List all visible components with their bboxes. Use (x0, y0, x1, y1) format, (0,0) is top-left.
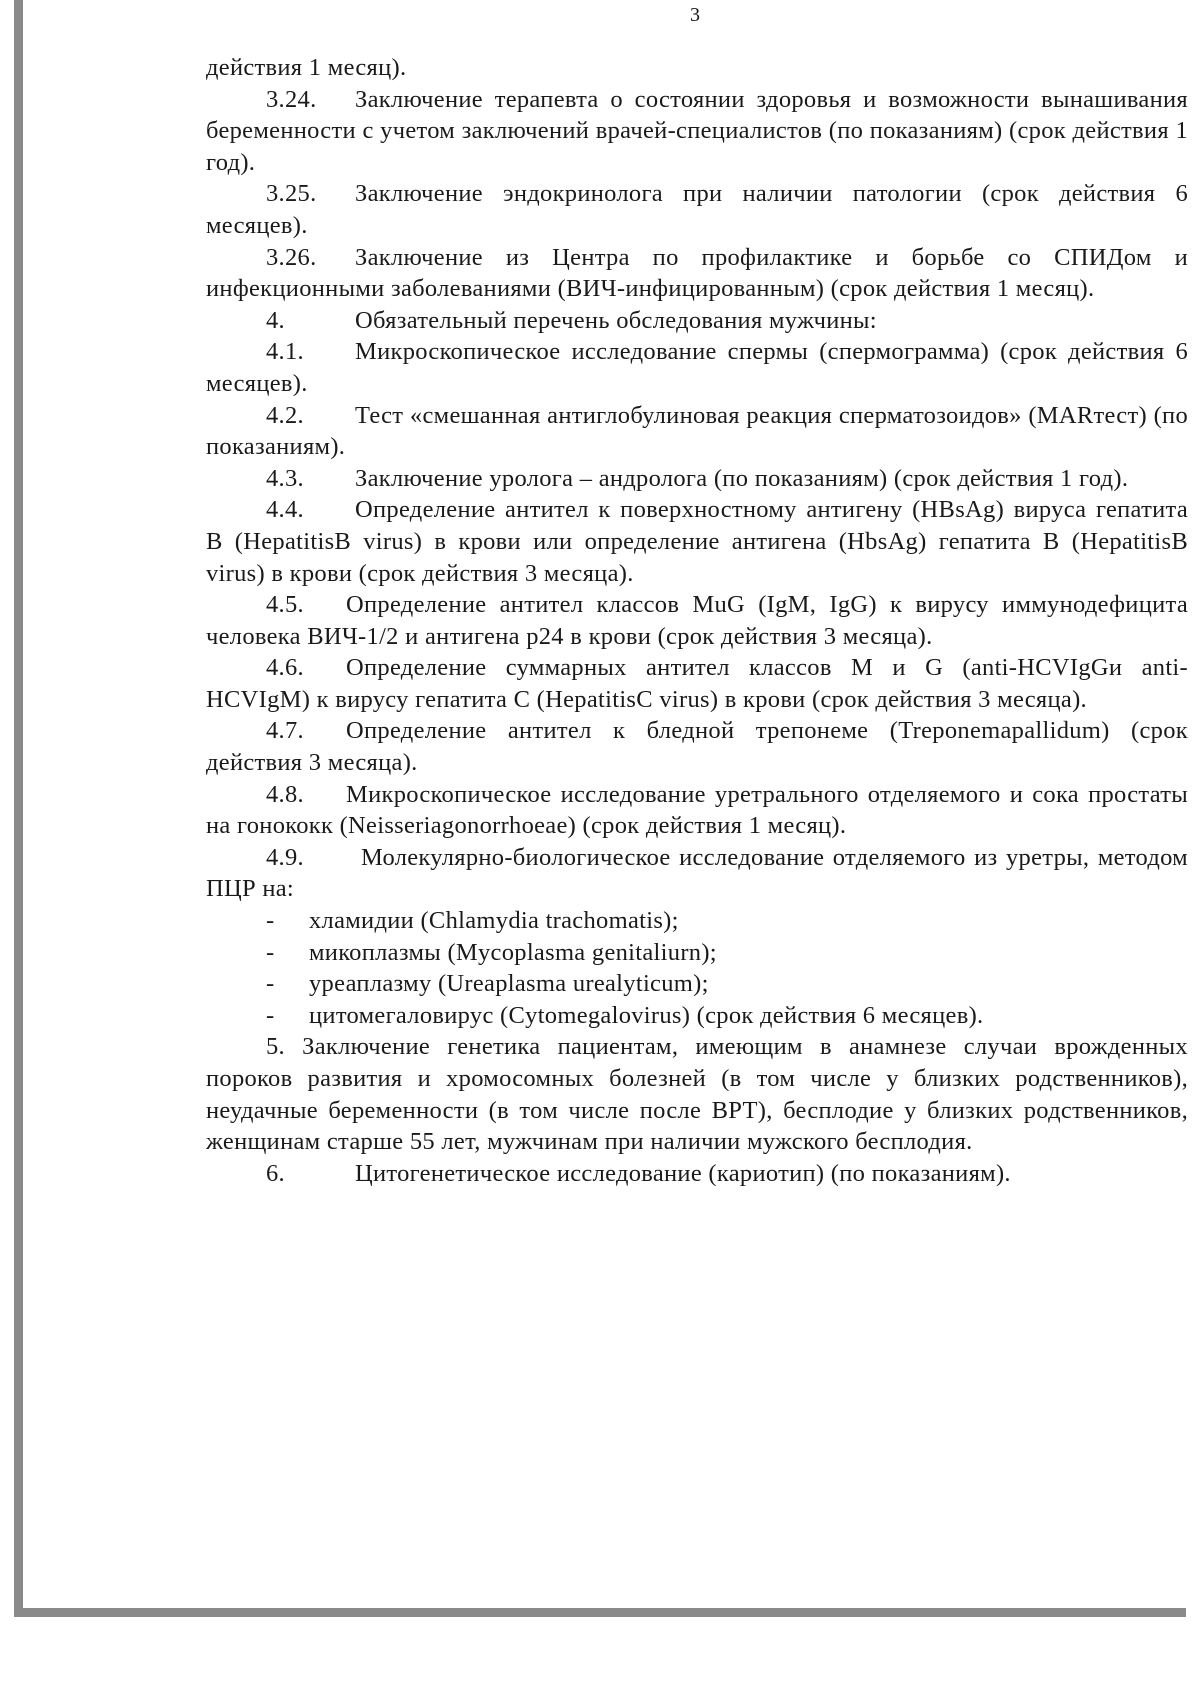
paragraph-text: Определение антител классов MuG (IgM, IgG) к вирусу иммунодефицита человека ВИЧ-1/2 и антигена p24 в крови (срок действия 3 месяца). (206, 591, 1188, 650)
paragraph-4 (206, 305, 1188, 337)
paragraph-4-1 (206, 336, 1188, 399)
paragraph-text: Микроскопическое исследование уретрального отделяемого и сока простаты на гонококк (Neisseriagonorrhoeae) (срок действия 1 месяц). (206, 780, 1188, 840)
item-number: 4. (266, 306, 285, 334)
paragraph-3-24 (206, 84, 1188, 179)
pcr-list-item (206, 968, 1188, 1000)
item-number: 4.7. (266, 717, 304, 745)
list-dash: - (266, 907, 275, 935)
paragraph-4-9 (206, 842, 1188, 905)
paragraph-4-3 (206, 463, 1188, 495)
document-body (206, 52, 1188, 1189)
list-item-text: хламидии (Chlamydia trachomatis); (309, 907, 679, 935)
item-number: 4.8. (266, 780, 304, 808)
paragraph-4-2 (206, 400, 1188, 463)
paragraph-text: Микроскопическое исследование спермы (спермограмма) (срок действия 6 месяцев). (206, 338, 1188, 397)
paragraph-text: Заключение уролога – андролога (по показаниям) (срок действия 1 год). (355, 464, 1129, 492)
paragraph-5 (206, 1031, 1188, 1157)
paragraph-continuation (206, 52, 1188, 84)
list-dash: - (266, 1001, 275, 1029)
paragraph-text: Молекулярно-биологическое исследование отделяемого из уретры, методом ПЦР на: (206, 843, 1188, 903)
item-number: 4.6. (266, 654, 304, 682)
paragraph-4-4 (206, 494, 1188, 589)
paragraph-text: Определение антител к поверхностному антигену (HBsAg) вируса гепатита B (HepatitisB virus) в крови или определение антигена (HbsAg) гепатита B (HepatitisB virus) в крови (срок действия 3 месяца). (206, 496, 1188, 587)
paragraph-4-8 (206, 779, 1188, 842)
paragraph-text: действия 1 месяц). (206, 54, 407, 81)
item-number: 3.26. (266, 243, 317, 271)
paragraph-3-25 (206, 178, 1188, 241)
paragraph-6 (206, 1158, 1188, 1190)
item-number: 3.25. (266, 180, 317, 208)
scan-bottom-border (14, 1608, 1186, 1617)
list-dash: - (266, 970, 275, 998)
paragraph-text: Обязательный перечень обследования мужчины: (355, 306, 877, 334)
paragraph-3-26 (206, 242, 1188, 305)
paragraph-4-5 (206, 589, 1188, 652)
item-number: 3.24. (266, 85, 317, 113)
list-dash: - (266, 938, 275, 966)
pcr-list-item (206, 1000, 1188, 1032)
item-number: 4.9. (266, 843, 304, 871)
paragraph-4-7 (206, 715, 1188, 778)
paragraph-text: Заключение генетика пациентам, имеющим в анамнезе случаи врожденных пороков развития и хромосомных болезней (в том числе у близких родственников), неудачные беременности (в том числе после ВРТ), бесплодие у близких родственников, женщинам старше 55 лет, мужчинам при наличии мужского бесплодия. (206, 1033, 1188, 1156)
paragraph-text: Определение антител к бледной трепонеме (Treponemapallidum) (срок действия 3 месяца). (206, 717, 1188, 777)
page-number: 3 (690, 4, 700, 26)
item-number: 6. (266, 1159, 285, 1187)
paragraph-4-6 (206, 652, 1188, 715)
item-number: 4.5. (266, 591, 304, 619)
item-number: 4.4. (266, 496, 304, 524)
paragraph-text: Цитогенетическое исследование (кариотип) (по показаниям). (355, 1159, 1011, 1187)
paragraph-text: Определение суммарных антител классов M и G (anti-HCVIgGи anti-HCVIgM) к вирусу гепатита C (HepatitisC virus) в крови (срок действия 3 месяца). (206, 654, 1188, 713)
item-number: 4.2. (266, 401, 304, 429)
pcr-list-item (206, 905, 1188, 937)
paragraph-text: Заключение эндокринолога при наличии патологии (срок действия 6 месяцев). (206, 180, 1188, 239)
list-item-text: цитомегаловирус (Cytomegalovirus) (срок действия 6 месяцев). (309, 1001, 984, 1029)
pcr-list-item (206, 937, 1188, 969)
paragraph-text: Заключение терапевта о состоянии здоровья и возможности вынашивания беременности с учетом заключений врачей-специалистов (по показаниям) (срок действия 1 год). (206, 85, 1188, 176)
item-number: 5. (266, 1033, 285, 1061)
list-item-text: микоплазмы (Mycoplasma genitaliurn); (309, 938, 717, 966)
paragraph-text: Тест «смешанная антиглобулиновая реакция сперматозоидов» (MARтест) (по показаниям). (206, 401, 1188, 461)
paragraph-text: Заключение из Центра по профилактике и борьбе со СПИДом и инфекционными заболеваниями (ВИЧ-инфицированным) (срок действия 1 месяц). (206, 243, 1188, 303)
item-number: 4.3. (266, 464, 304, 492)
item-number: 4.1. (266, 338, 304, 366)
list-item-text: уреаплазму (Ureaplasma urealyticum); (309, 970, 709, 998)
scan-left-border (14, 0, 23, 1617)
